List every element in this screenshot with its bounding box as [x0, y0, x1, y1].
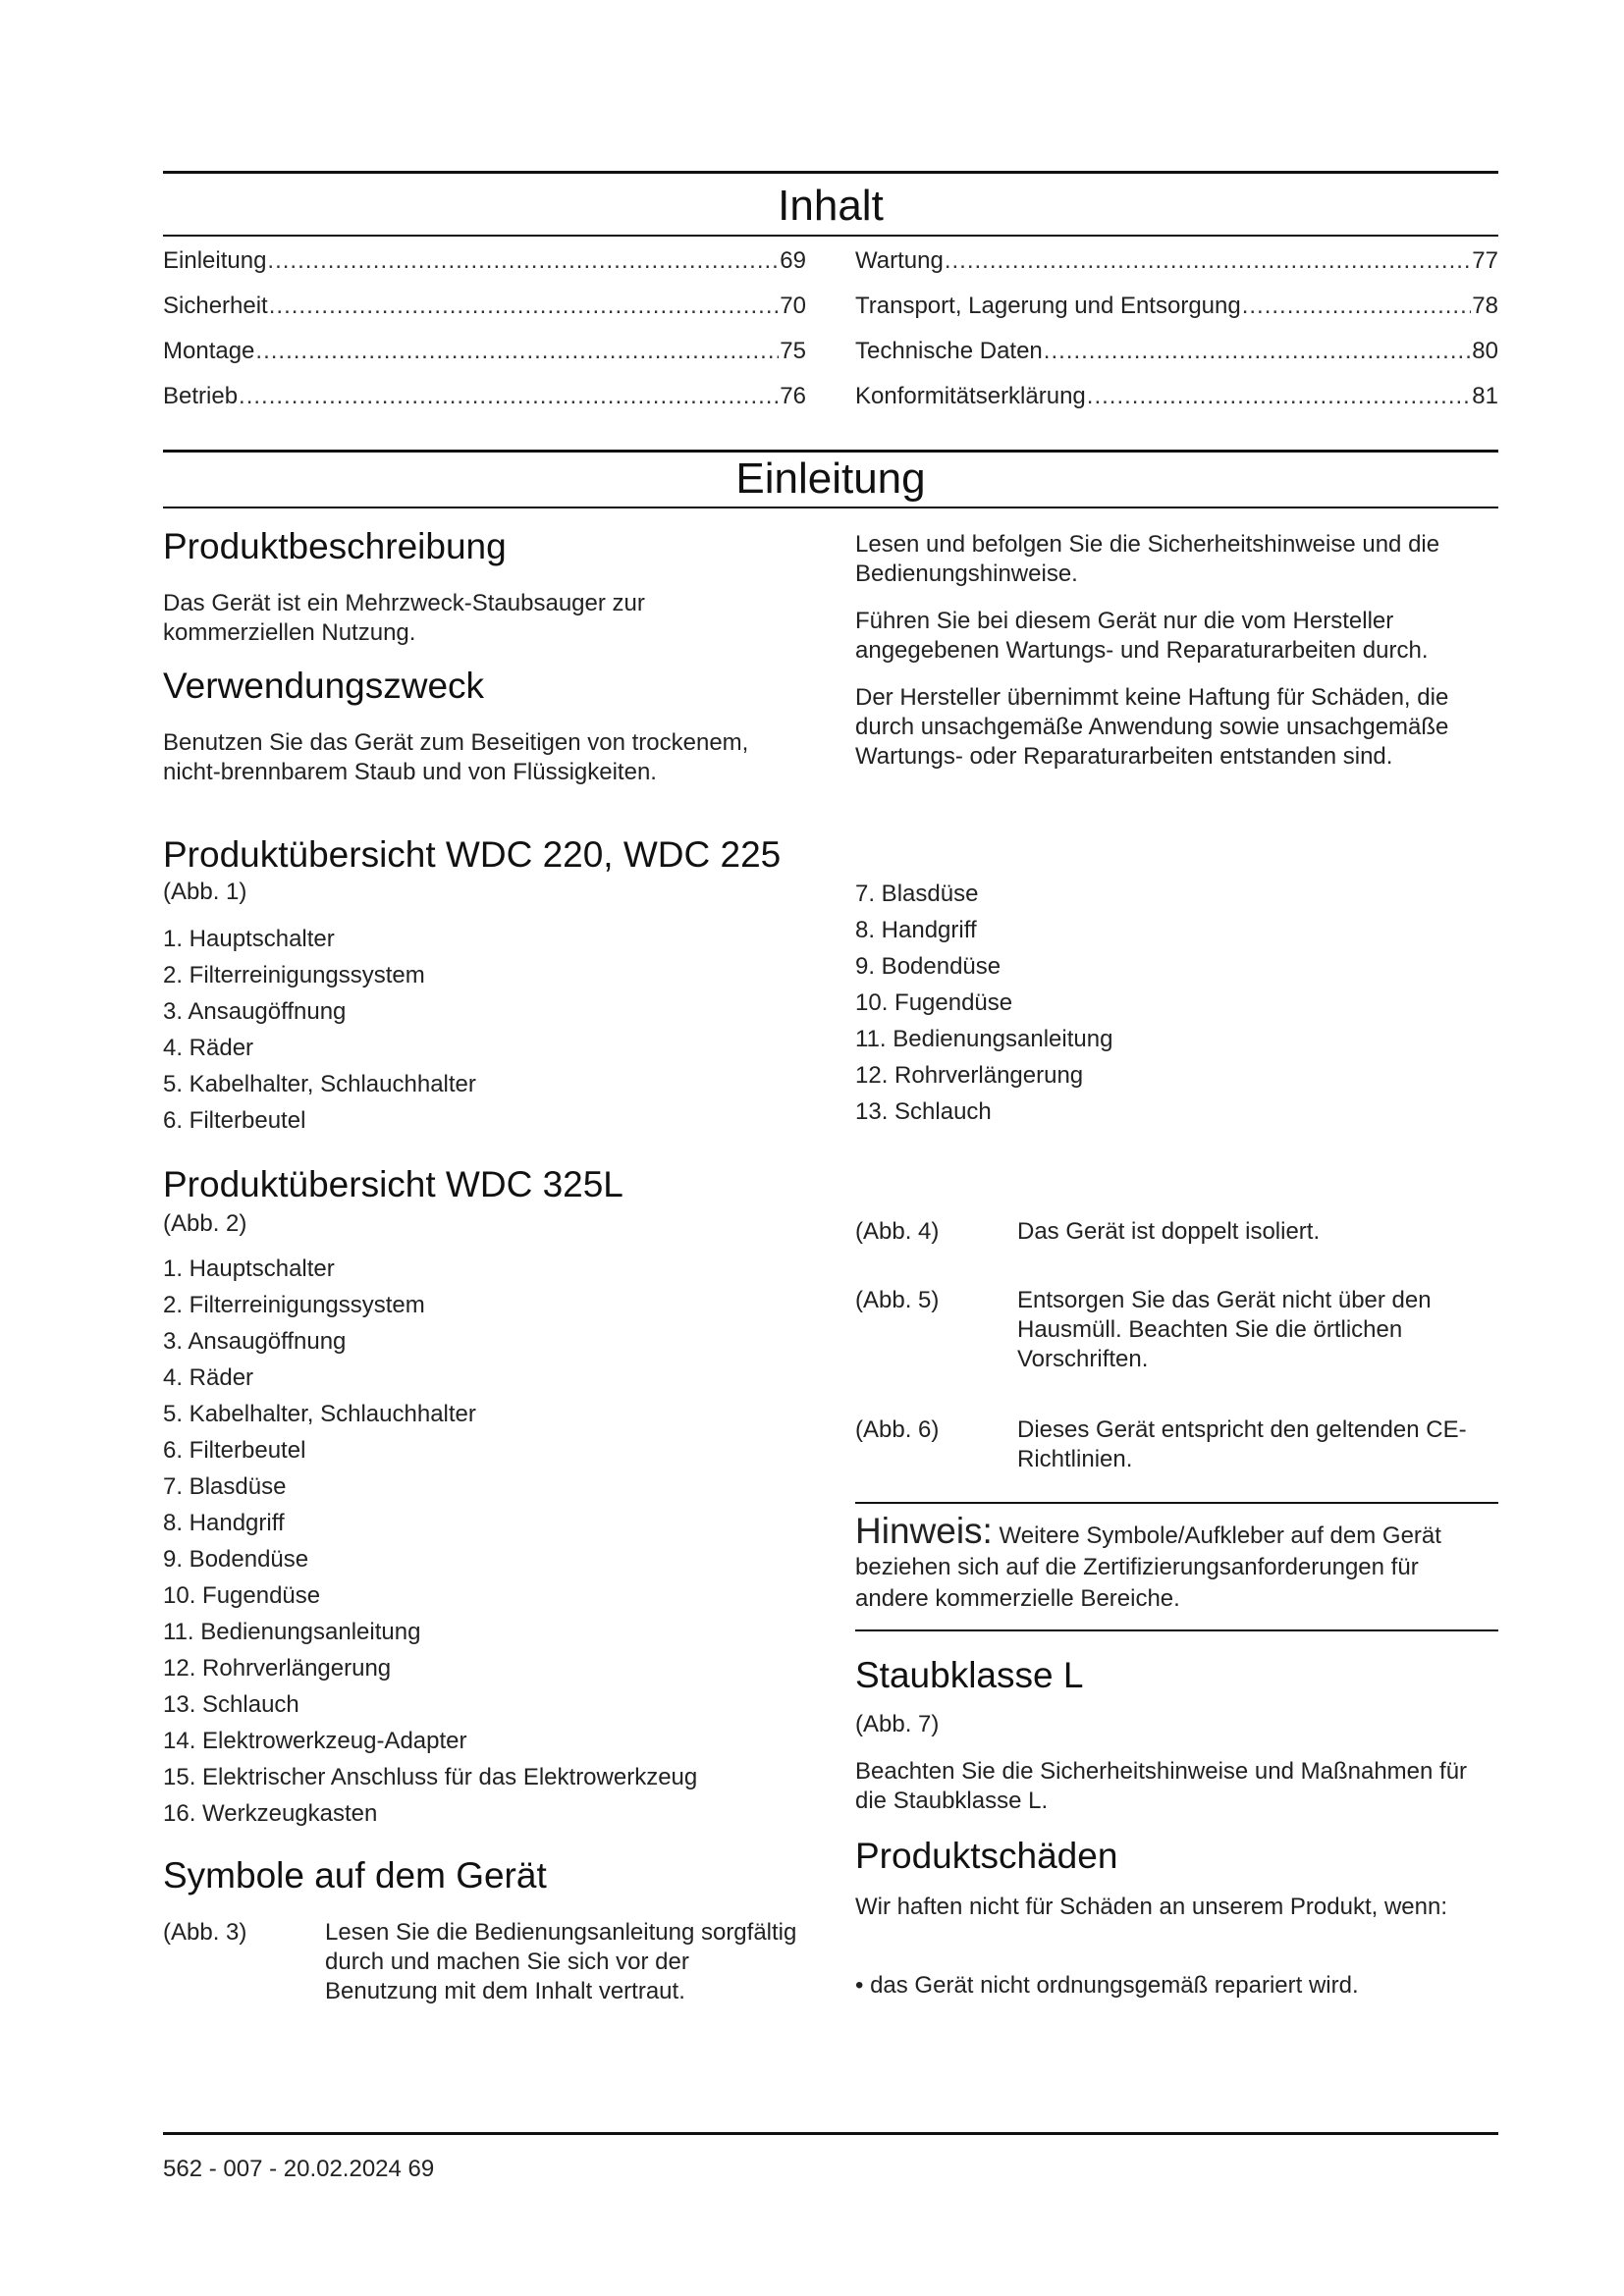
hinweis-label: Hinweis:: [855, 1511, 993, 1551]
toc-leader: [267, 247, 779, 275]
list-item: 3. Ansaugöffnung: [163, 1328, 347, 1355]
uebersicht1-ref-block: [163, 878, 811, 907]
list-item: 11. Bedienungsanleitung: [163, 1619, 421, 1645]
uebersicht2-ref-block: [163, 1209, 811, 1239]
uebersicht1-heading: Produktübersicht WDC 220, WDC 225: [163, 834, 782, 875]
staubklasse-heading: Staubklasse L: [855, 1655, 1084, 1695]
produktschaeden-bullet-block: [855, 1971, 1503, 2001]
list-item: 9. Bodendüse: [855, 953, 1001, 980]
toc-bottom-rule: [163, 235, 1498, 237]
right-intro-paragraph-3: [855, 683, 1493, 772]
list-item: 13. Schlauch: [163, 1691, 299, 1718]
list-item: 11. Bedienungsanleitung: [855, 1026, 1113, 1052]
symbol-description: Entsorgen Sie das Gerät nicht über den Hausmüll. Beachten Sie die örtlichen Vorschriften.: [1017, 1287, 1432, 1372]
toc-leader: [255, 338, 779, 365]
verwendungszweck-heading: Verwendungszweck: [163, 666, 485, 706]
symbole-heading: Symbole auf dem Gerät: [163, 1855, 547, 1896]
list-item: 12. Rohrverlängerung: [163, 1655, 392, 1682]
intro-paragraph: Der Hersteller übernimmt keine Haftung für Schäden, die durch unsachgemäße Anwendung sowie unsachgemäße Wartungs- oder Reparaturarbeiten entstanden sind.: [855, 684, 1449, 770]
list-item: 3. Ansaugöffnung: [163, 998, 347, 1025]
uebersicht2-list: [163, 1251, 811, 1832]
toc-leader: [239, 383, 779, 410]
toc-title: Inhalt: [778, 182, 884, 230]
toc-left-column: [163, 247, 806, 428]
uebersicht2-heading: Produktübersicht WDC 325L: [163, 1164, 623, 1204]
figure-ref: (Abb. 5): [855, 1287, 940, 1313]
hinweis-box: [855, 1511, 1493, 1615]
uebersicht1-list-right: [855, 876, 1503, 1130]
list-item: 6. Filterbeutel: [163, 1437, 306, 1464]
verwendungszweck-text-block: [163, 728, 811, 787]
staubklasse-text: Beachten Sie die Sicherheitshinweise und Maßnahmen für die Staubklasse L.: [855, 1758, 1468, 1814]
uebersicht2-figure-ref: (Abb. 2): [163, 1210, 247, 1237]
symbol-row-abb5: [855, 1286, 1503, 1374]
toc-entry[interactable]: Konformitätserklärung ..... 81: [855, 383, 1498, 428]
einleitung-title: Einleitung: [735, 454, 926, 503]
produktbeschreibung-text: Das Gerät ist ein Mehrzweck-Staubsauger zur kommerziellen Nutzung.: [163, 590, 645, 646]
figure-ref: (Abb. 6): [855, 1416, 940, 1443]
symbol-row-abb3: [163, 1918, 801, 2006]
list-item: 8. Handgriff: [163, 1510, 285, 1536]
toc-top-rule: [163, 171, 1498, 174]
list-item: 10. Fugendüse: [855, 989, 1013, 1016]
list-item: 1. Hauptschalter: [163, 926, 335, 952]
right-intro-paragraph-2: [855, 607, 1508, 666]
figure-ref: (Abb. 4): [855, 1218, 940, 1245]
uebersicht2-section: [163, 1162, 811, 1207]
figure-ref: (Abb. 3): [163, 1919, 247, 1946]
list-item: 7. Blasdüse: [163, 1473, 287, 1500]
produktbeschreibung-heading: Produktbeschreibung: [163, 526, 507, 566]
symbol-description: Lesen Sie die Bedienungsanleitung sorgfältig durch und machen Sie sich vor der Benutzung mit dem Inhalt vertraut.: [325, 1919, 797, 2004]
list-item: 7. Blasdüse: [855, 881, 979, 907]
hinweis-text: Weitere Symbole/Aufkleber auf dem Gerät beziehen sich auf die Zertifizierungsanforderungen für andere kommerzielle Bereiche.: [855, 1522, 1441, 1612]
toc-entry[interactable]: Einleitung ..... 69: [163, 247, 806, 293]
toc-entry[interactable]: Sicherheit ..... 70: [163, 293, 806, 338]
produktbeschreibung-text-block: [163, 589, 752, 648]
list-item: 12. Rohrverlängerung: [855, 1062, 1084, 1089]
list-item: 2. Filterreinigungssystem: [163, 962, 425, 988]
einleitung-bottom-rule: [163, 507, 1498, 508]
list-item: 1. Hauptschalter: [163, 1255, 335, 1282]
staubklasse-figure-ref: (Abb. 7): [855, 1711, 940, 1737]
list-item: 9. Bodendüse: [163, 1546, 309, 1573]
uebersicht1-list-left: [163, 921, 811, 1139]
list-item: 14. Elektrowerkzeug-Adapter: [163, 1728, 467, 1754]
intro-paragraph: Führen Sie bei diesem Gerät nur die vom Hersteller angegebenen Wartungs- und Reparaturarbeiten durch.: [855, 608, 1429, 664]
produktbeschreibung-section: [163, 524, 811, 569]
staubklasse-ref-block: [855, 1710, 1503, 1739]
page-footer: 562 - 007 - 20.02.2024 69: [163, 2156, 435, 2182]
staubklasse-section: [855, 1653, 1503, 1698]
symbole-section: [163, 1853, 811, 1898]
list-item: 13. Schlauch: [855, 1098, 992, 1125]
footer-rule: [163, 2132, 1498, 2135]
symbol-description: Dieses Gerät entspricht den geltenden CE-Richtlinien.: [1017, 1416, 1467, 1472]
right-intro-paragraph-1: [855, 530, 1508, 589]
uebersicht1-figure-ref: (Abb. 1): [163, 879, 247, 905]
uebersicht1-section: [163, 832, 1047, 878]
toc-leader: [1087, 383, 1472, 410]
produktschaeden-heading: Produktschäden: [855, 1836, 1118, 1876]
list-item: 15. Elektrischer Anschluss für das Elektrowerkzeug: [163, 1764, 698, 1790]
toc-leader: [1044, 338, 1472, 365]
toc-entry[interactable]: Wartung ..... 77: [855, 247, 1498, 293]
toc-leader: [269, 293, 780, 320]
intro-paragraph: Lesen und befolgen Sie die Sicherheitshinweise und die Bedienungshinweise.: [855, 531, 1440, 587]
verwendungszweck-section: [163, 664, 811, 709]
produktschaeden-section: [855, 1834, 1503, 1879]
list-item: 10. Fugendüse: [163, 1582, 321, 1609]
produktschaeden-text: Wir haften nicht für Schäden an unserem Produkt, wenn:: [855, 1894, 1447, 1920]
list-item: 8. Handgriff: [855, 917, 977, 943]
symbol-row-abb6: [855, 1415, 1503, 1474]
symbol-row-abb4: [855, 1217, 1503, 1247]
produktschaeden-text-block: [855, 1893, 1464, 1922]
toc-entry[interactable]: Betrieb ..... 76: [163, 383, 806, 428]
list-item: 2. Filterreinigungssystem: [163, 1292, 425, 1318]
toc-leader: [945, 247, 1471, 275]
produktschaeden-bullet: • das Gerät nicht ordnungsgemäß repariert wird.: [855, 1972, 1359, 1999]
toc-entry[interactable]: Transport, Lagerung und Entsorgung ..... 78: [855, 293, 1498, 338]
verwendungszweck-text: Benutzen Sie das Gerät zum Beseitigen von trockenem, nicht-brennbarem Staub und von Flüssigkeiten.: [163, 729, 749, 785]
symbol-description: Das Gerät ist doppelt isoliert.: [1017, 1218, 1321, 1245]
staubklasse-text-block: [855, 1757, 1503, 1816]
list-item: 6. Filterbeutel: [163, 1107, 306, 1134]
toc-entry[interactable]: Montage ..... 75: [163, 338, 806, 383]
hinweis-bottom-rule: [855, 1629, 1498, 1631]
list-item: 5. Kabelhalter, Schlauchhalter: [163, 1071, 476, 1097]
hinweis-top-rule: [855, 1502, 1498, 1504]
toc-leader: [1242, 293, 1472, 320]
list-item: 5. Kabelhalter, Schlauchhalter: [163, 1401, 476, 1427]
list-item: 16. Werkzeugkasten: [163, 1800, 378, 1827]
toc-right-column: [855, 247, 1498, 428]
toc-entry[interactable]: Technische Daten ..... 80: [855, 338, 1498, 383]
list-item: 4. Räder: [163, 1364, 254, 1391]
list-item: 4. Räder: [163, 1035, 254, 1061]
hinweis-paragraph: [855, 1511, 1493, 1615]
